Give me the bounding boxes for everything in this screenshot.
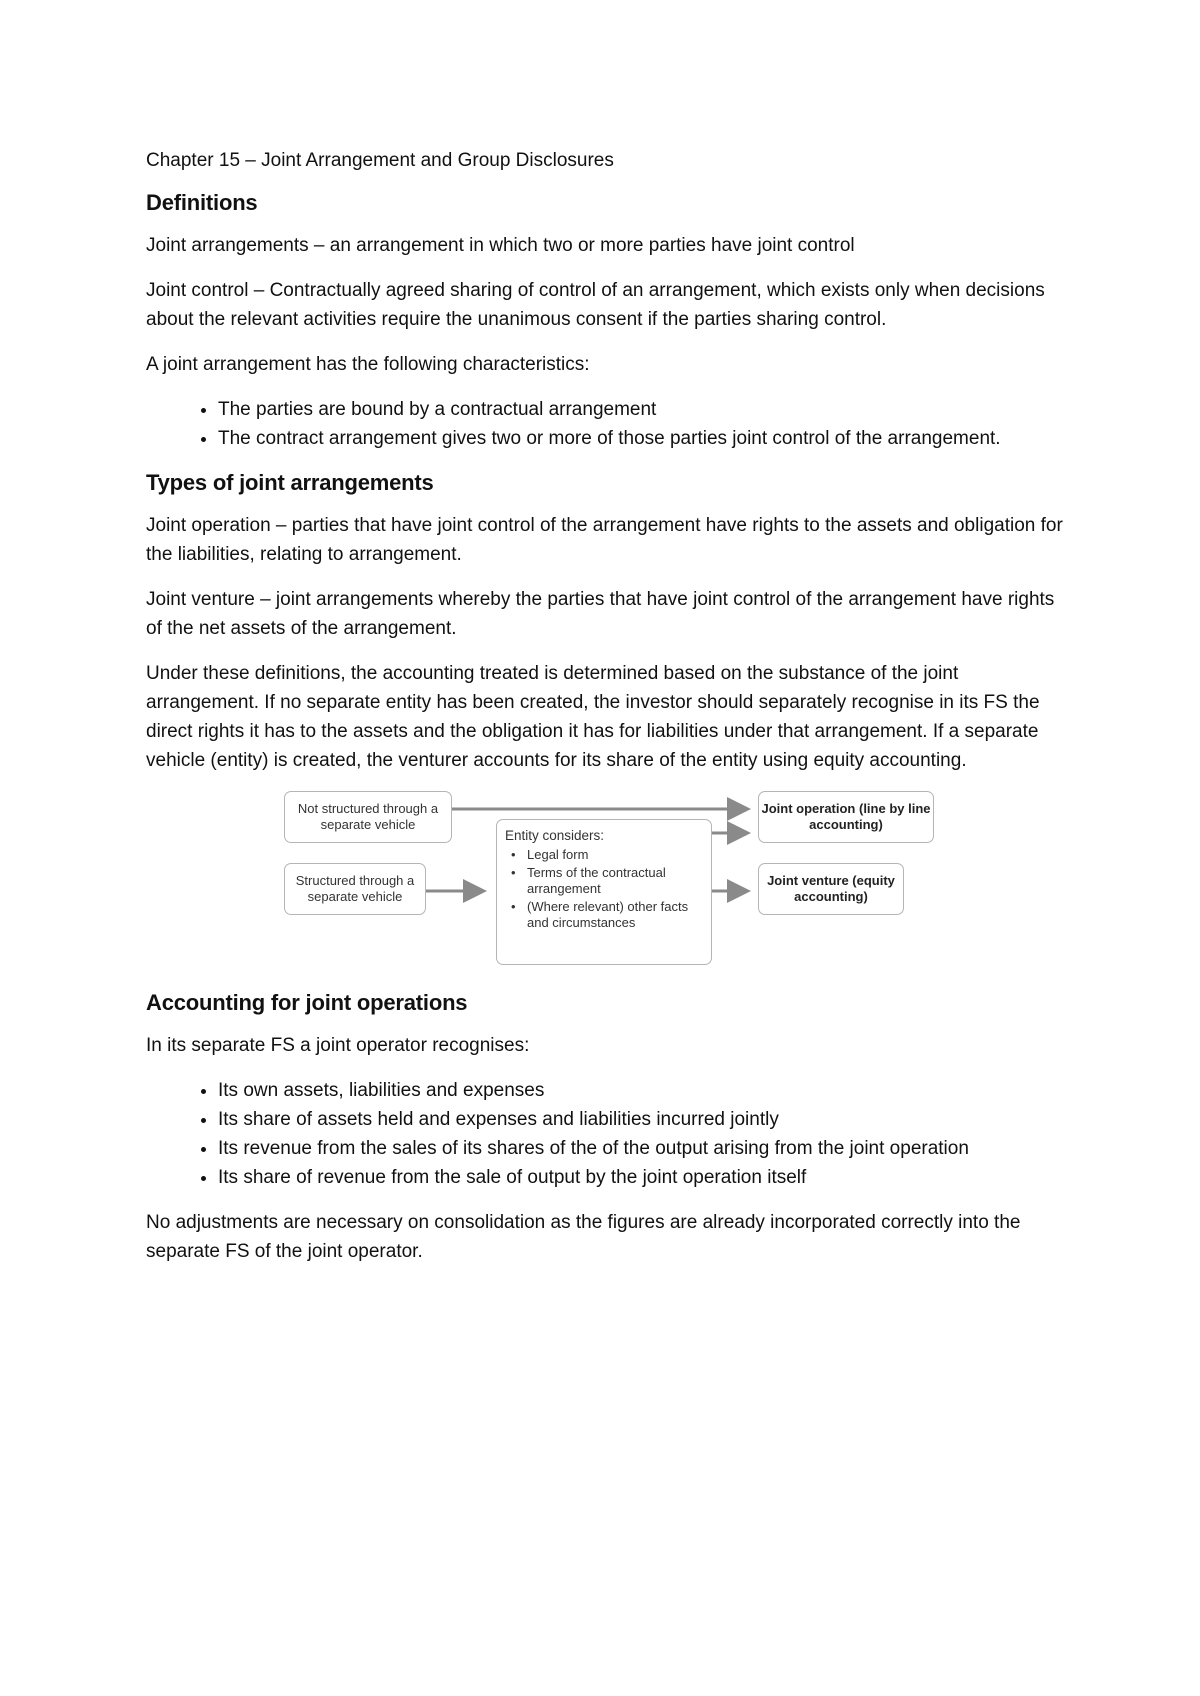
- list-item: • Its revenue from the sales of its shares of the of the output arising from the joint operation: [218, 1134, 1066, 1163]
- definition-joint-venture: Joint venture – joint arrangements whereby the parties that have joint control of the arrangement have rights of the net assets of the arrangement.: [146, 589, 1055, 639]
- joint-venture-box: [758, 863, 904, 915]
- list-item: • Legal form: [521, 847, 703, 863]
- not-structured-label: Not structured through a separate vehicle: [297, 801, 439, 832]
- list-item: • The contract arrangement gives two or more of those parties joint control of the arrangement.: [218, 424, 1066, 453]
- characteristics-intro: A joint arrangement has the following characteristics:: [146, 354, 590, 375]
- definition-joint-operation: Joint operation – parties that have joint control of the arrangement have rights to the assets and obligation for the liabilities, relating to arrangement.: [146, 515, 1063, 565]
- entity-considers-list: [505, 847, 703, 933]
- entity-considers-box: [496, 819, 712, 965]
- definition-joint-control: Joint control – Contractually agreed sharing of control of an arrangement, which exists only when decisions about the relevant activities require the unanimous consent if the parties sharing control.: [146, 280, 1045, 330]
- heading-types: Types of joint arrangements: [146, 470, 434, 495]
- list-item: • Terms of the contractual arrangement: [521, 865, 703, 897]
- not-structured-box: [284, 791, 452, 843]
- list-item: • Its share of assets held and expenses and liabilities incurred jointly: [218, 1105, 1066, 1134]
- definition-joint-arrangements: Joint arrangements – an arrangement in which two or more parties have joint control: [146, 235, 855, 256]
- heading-accounting-joint-operations: Accounting for joint operations: [146, 990, 468, 1015]
- joint-venture-label: Joint venture (equity accounting): [767, 873, 895, 904]
- characteristics-list: [146, 395, 1066, 453]
- heading-definitions: Definitions: [146, 190, 258, 215]
- list-item: • The parties are bound by a contractual arrangement: [218, 395, 1066, 424]
- accounting-treatment-paragraph: Under these definitions, the accounting treated is determined based on the substance of the joint arrangement. If no separate entity has been created, the investor should separately recognise in its FS the direct rights it has to the assets and the obligation it has for liabilities under that arrangement. If a separate vehicle (entity) is created, the venturer accounts for its share of the entity using equity accounting.: [146, 663, 1040, 771]
- joint-operator-intro: In its separate FS a joint operator recognises:: [146, 1035, 530, 1056]
- list-item: • Its share of revenue from the sale of output by the joint operation itself: [218, 1163, 1066, 1192]
- joint-operator-recognises-list: [146, 1076, 1066, 1192]
- list-item: • Its own assets, liabilities and expenses: [218, 1076, 1066, 1105]
- joint-arrangement-flow-diagram: [146, 791, 1066, 967]
- joint-operation-box: [758, 791, 934, 843]
- consolidation-note: No adjustments are necessary on consolidation as the figures are already incorporated correctly into the separate FS of the joint operator.: [146, 1212, 1021, 1262]
- entity-considers-title: Entity considers:: [505, 828, 605, 843]
- list-item: • (Where relevant) other facts and circumstances: [521, 899, 703, 931]
- joint-operation-label: Joint operation (line by line accounting): [761, 801, 931, 832]
- chapter-title: Chapter 15 – Joint Arrangement and Group Disclosures: [146, 150, 614, 171]
- document-body: [146, 146, 1066, 1282]
- structured-box: [284, 863, 426, 915]
- structured-label: Structured through a separate vehicle: [295, 873, 415, 904]
